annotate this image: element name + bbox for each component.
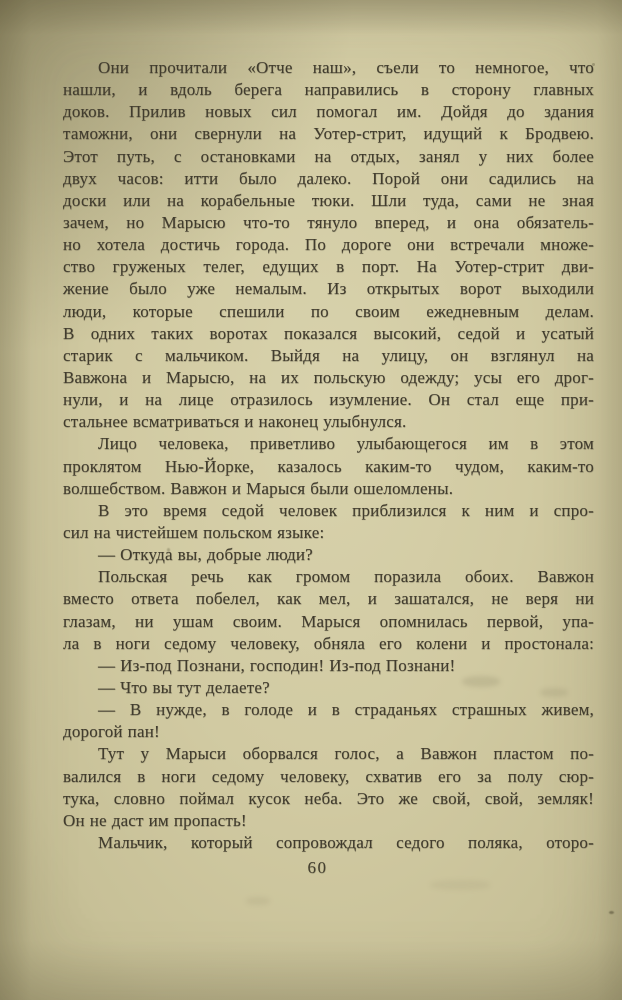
- paper-smudge: [540, 688, 568, 697]
- text-line: ла в ноги седому человеку, обняла его колени и простонала:: [63, 633, 594, 653]
- text-line: доски или на корабельные тюки. Шли туда, сами не зная: [63, 190, 594, 210]
- text-line: Польская речь как громом поразила обоих. Вавжон: [98, 567, 594, 587]
- text-line: тука, словно поймал кусок неба. Это же свой, свой, земляк!: [63, 788, 594, 808]
- text-line: Лицо человека, приветливо улыбающегося им в этом: [98, 434, 594, 454]
- paper-smudge: [430, 880, 490, 890]
- text-line: глазам, ни ушам своим. Марыся опомнилась первой, упа-: [63, 611, 594, 631]
- text-line: старик с мальчиком. Выйдя на улицу, он взглянул на: [63, 345, 594, 365]
- text-line: стальнее всматриваться и наконец улыбнулся.: [63, 412, 407, 432]
- text-line: нашли, и вдоль берега направились в сторону главных: [63, 80, 594, 100]
- text-line: двух часов: итти было далеко. Порой они садились на: [63, 168, 594, 188]
- text-line: Он не даст им пропасть!: [63, 810, 247, 830]
- text-line: В одних таких воротах показался высокий, седой и усатый: [63, 323, 594, 343]
- text-line: проклятом Нью-Йорке, казалось каким-то чудом, каким-то: [63, 456, 594, 476]
- text-line: — Из-под Познани, господин! Из-под Познани!: [98, 655, 456, 675]
- text-line: — Откуда вы, добрые люди?: [98, 545, 313, 565]
- text-line: Тут у Марыси оборвался голос, а Вавжон пластом по-: [98, 744, 594, 764]
- text-line: ство груженых телег, едущих в порт. На Уотер-стрит дви-: [63, 257, 594, 277]
- text-line: волшебством. Вавжон и Марыся были ошеломлены.: [63, 478, 454, 498]
- paper-speck: [592, 63, 595, 66]
- text-line: жение было уже немалым. Из открытых ворот выходили: [63, 279, 594, 299]
- text-block: [63, 57, 594, 854]
- text-line: Этот путь, с остановками на отдых, занял у них более: [63, 146, 594, 166]
- text-line: Они прочитали «Отче наш», съели то немногое, что: [98, 58, 594, 77]
- text-line: таможни, они свернули на Уотер-стрит, идущий к Бродвею.: [63, 124, 594, 144]
- paper-speck: [167, 548, 170, 552]
- text-line: валился в ноги седому человеку, схватив его за полу сюр-: [63, 766, 594, 786]
- text-line: Мальчик, который сопровождал седого поляка, оторо-: [98, 832, 594, 852]
- text-line: зачем, но Марысю что-то тянуло вперед, и она обязатель-: [63, 212, 594, 232]
- text-line: — Что вы тут делаете?: [98, 677, 270, 697]
- text-line: Вавжона и Марысю, на их польскую одежду; усы его дрог-: [63, 367, 594, 387]
- paper-smudge: [246, 897, 270, 905]
- text-line: нули, и на лице отразилось изумление. Он стал еще при-: [63, 390, 594, 410]
- text-line: В это время седой человек приблизился к ним и спро-: [98, 500, 594, 520]
- paper-speck: [609, 911, 614, 914]
- text-line: сил на чистейшем польском языке:: [63, 522, 325, 542]
- text-line: — В нужде, в голоде и в страданьях страшных живем,: [98, 700, 594, 720]
- text-line: вместо ответа побелел, как мел, и зашатался, не веря ни: [63, 589, 594, 609]
- text-line: люди, которые спешили по своим ежедневным делам.: [63, 301, 594, 321]
- text-line: доков. Прилив новых сил помогал им. Дойдя до здания: [63, 102, 594, 122]
- text-line: дорогой пан!: [63, 722, 160, 742]
- text-line: но хотела достичь города. По дороге они встречали множе-: [63, 235, 594, 255]
- page-number: 60: [307, 858, 328, 877]
- paper-smudge: [462, 676, 500, 687]
